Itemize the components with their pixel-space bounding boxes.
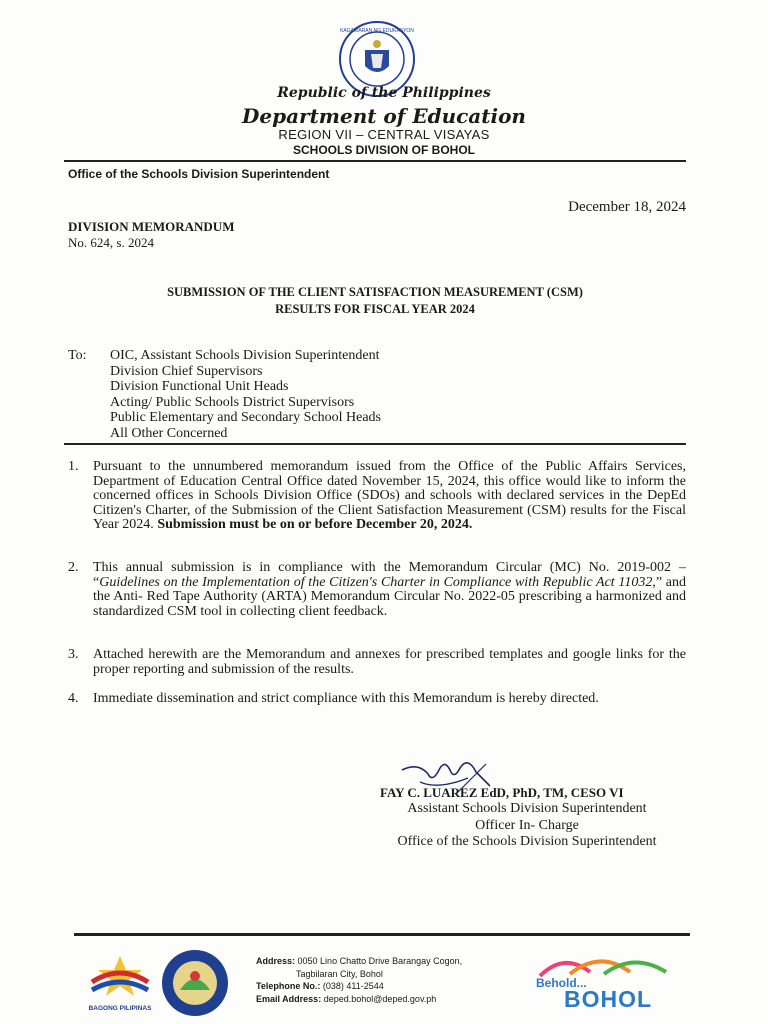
circular-title: Guidelines on the Implementation of the Citizen's Charter in Compliance with Republic Act 11032 (99, 574, 653, 590)
department-name: Department of Education (242, 104, 526, 128)
phone-label: Telephone No.: (256, 981, 321, 991)
recipient-item: All Other Concerned (110, 425, 228, 441)
paragraph-text: Attached herewith are the Memorandum and annexes for prescribed templates and google links for the proper reporting and submission of the results. (93, 647, 686, 677)
header-divider (64, 160, 686, 162)
paragraph-number: 4. (68, 691, 79, 706)
paragraph-text: Pursuant to the unnumbered memorandum issued from the Office of the Public Affairs Services, Department of Education Central Office dated November 15, 2024, this office would like to inform the concerned offices in Schools Division Office (SDOs) and schools with declared services in the DepEd Citizen's Charter, of the Submission of the Client Satisfaction Measurement (CSM) results for the Fiscal Year 2024. (93, 459, 686, 533)
paragraph-text: ,” and the Anti- Red Tape Authority (ARTA) Memorandum Circular No. 2022-05 prescribing a harmonized and standardized CSM tool in collecting client feedback. (93, 574, 687, 619)
division-line: SCHOOLS DIVISION OF BOHOL (292, 143, 475, 157)
signatory-name: FAY C. LUAREZ EdD, PhD, TM, CESO VI (380, 785, 624, 800)
recipient-list (110, 348, 381, 441)
subject-line-2: RESULTS FOR FISCAL YEAR 2024 (275, 302, 475, 316)
division-bohol-seal (160, 948, 230, 1018)
recipients-divider (64, 443, 686, 445)
address-line: Tagbilaran City, Bohol (296, 968, 383, 979)
paragraph-number: 1. (68, 459, 79, 474)
to-label: To: (68, 348, 87, 363)
paragraph-4 (68, 692, 686, 722)
bohol-text: BOHOL (564, 986, 653, 1012)
paragraph-text: This annual submission is in compliance with the Memorandum Circular (MC) No. 2019-002 – “ (93, 560, 686, 590)
subject-line-1: SUBMISSION OF THE CLIENT SATISFACTION MEASUREMENT (CSM) (167, 285, 583, 299)
paragraph-1 (68, 460, 686, 548)
footer-contact (256, 955, 462, 1005)
address-line: 0050 Lino Chatto Drive Barangay Cogon, (297, 956, 463, 966)
memo-type: DIVISION MEMORANDUM (68, 219, 235, 234)
signatory-title: Office of the Schools Division Superintendent (397, 834, 657, 849)
footer-divider (74, 933, 690, 936)
bagong-pilipinas-logo (84, 952, 156, 1010)
bagong-pilipinas-text: BAGONG PILIPINAS (88, 1005, 152, 1012)
signatory-title: Officer In- Charge (475, 818, 579, 833)
memo-number: No. 624, s. 2024 (68, 235, 154, 250)
email-address: deped.bohol@deped.gov.ph (323, 993, 437, 1004)
deadline-text: Submission must be on or before December 20, 2024. (157, 517, 473, 533)
paragraph-3 (68, 648, 686, 678)
behold-text: Behold... (536, 976, 587, 990)
recipient-item: OIC, Assistant Schools Division Superintendent (110, 348, 380, 363)
paragraph-number: 3. (68, 647, 79, 662)
republic-line: Republic of the Philippines (277, 85, 491, 101)
recipient-item: Division Functional Unit Heads (110, 379, 289, 394)
address-label: Address: (256, 956, 296, 966)
signatory-title: Assistant Schools Division Superintendent (407, 801, 647, 816)
office-line: Office of the Schools Division Superintendent (68, 167, 330, 181)
svg-text:KAGAWARAN NG EDUKASYON: KAGAWARAN NG EDUKASYON (340, 28, 414, 34)
recipient-item: Acting/ Public Schools District Supervisors (110, 394, 355, 410)
memo-date: December 18, 2024 (568, 199, 686, 215)
behold-bohol-logo (534, 950, 674, 1014)
recipient-item: Division Chief Supervisors (110, 363, 263, 379)
paragraph-number: 2. (68, 560, 79, 575)
region-line: REGION VII – CENTRAL VISAYAS (278, 127, 490, 142)
recipient-item: Public Elementary and Secondary School Heads (110, 410, 381, 425)
phone-number: (038) 411-2544 (322, 981, 384, 991)
email-label: Email Address: (256, 993, 322, 1004)
paragraph-text: Immediate dissemination and strict compliance with this Memorandum is hereby directed. (93, 691, 599, 706)
paragraph-2 (68, 561, 686, 636)
